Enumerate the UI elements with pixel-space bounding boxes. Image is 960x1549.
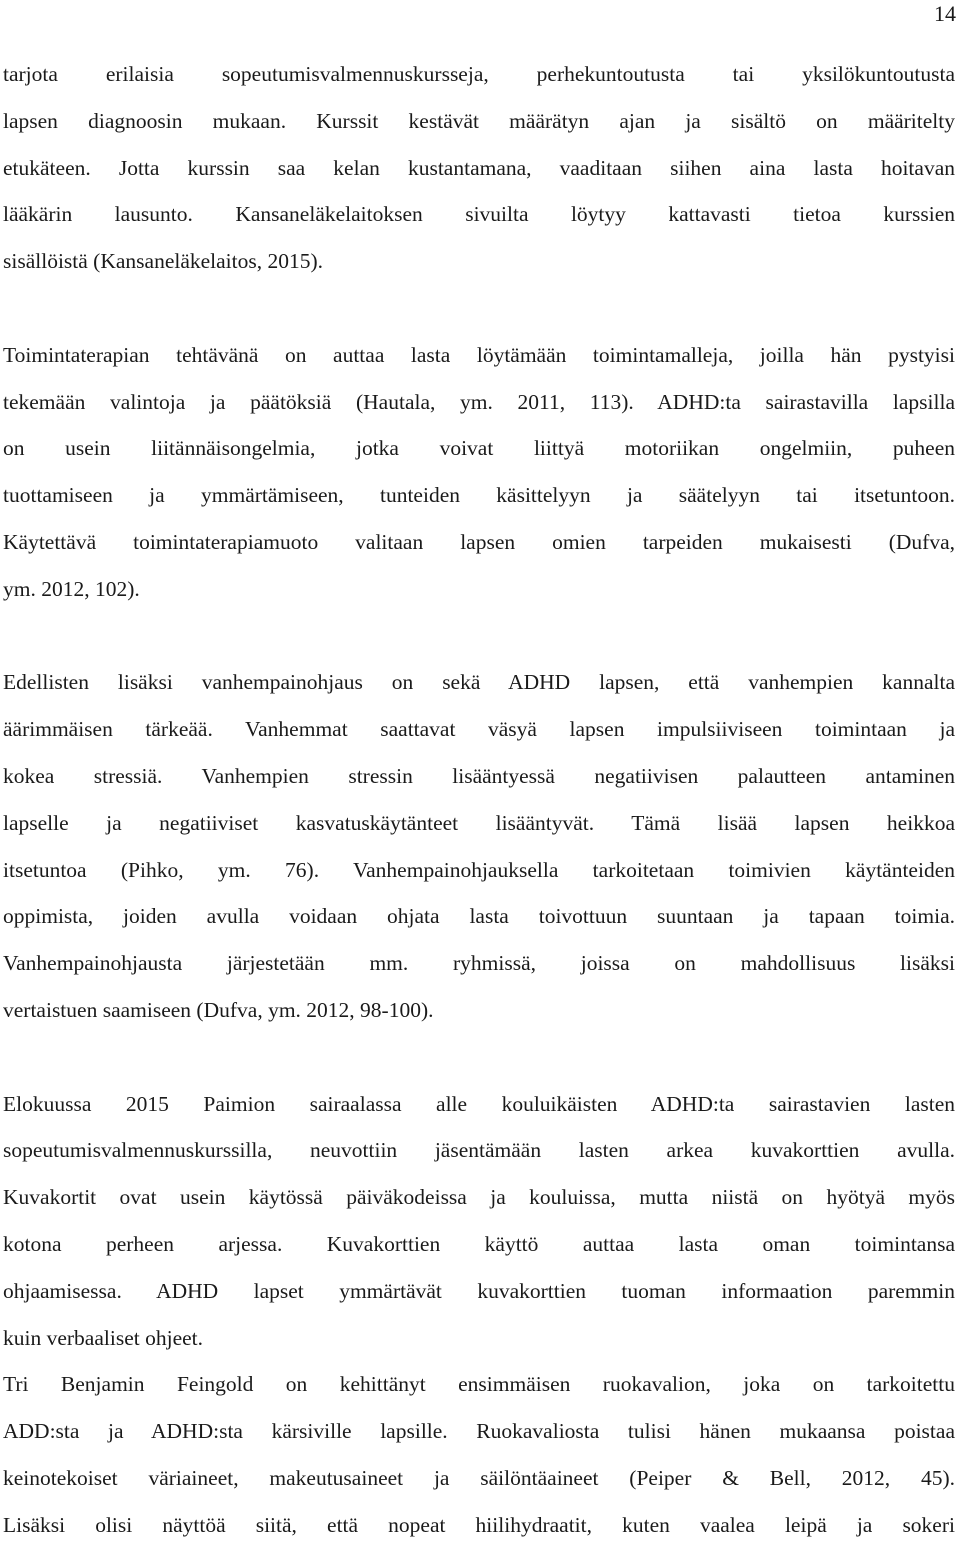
text-line: vertaistuen saamiseen (Dufva, ym. 2012, 98-100). [3, 997, 434, 1022]
text-line: on usein liitännäisongelmia, jotka voivat liittyä motoriikan ongelmiin, puheen [3, 436, 955, 461]
text-line: Toimintaterapian tehtävänä on auttaa lasta löytämään toimintamalleja, joilla hän pystyisi [3, 342, 955, 367]
text-line: sopeutumisvalmennuskurssilla, neuvottiin jäsentämään lasten arkea kuvakorttien avulla. [3, 1138, 955, 1163]
paragraph [3, 332, 955, 613]
text-line: Vanhempainohjausta järjestetään mm. ryhmissä, joissa on mahdollisuus lisäksi [3, 951, 955, 976]
text-line: kotona perheen arjessa. Kuvakorttien käyttö auttaa lasta oman toimintansa [3, 1231, 955, 1256]
paragraph [3, 659, 955, 1033]
text-line: ADD:sta ja ADHD:sta kärsiville lapsille. Ruokavaliosta tulisi hänen mukaansa poistaa [3, 1419, 955, 1444]
paragraph [3, 1361, 955, 1548]
paragraph [3, 51, 955, 285]
text-line: tarjota erilaisia sopeutumisvalmennuskursseja, perhekuntoutusta tai yksilökuntoutusta [3, 62, 955, 86]
text-line: kuin verbaaliset ohjeet. [3, 1325, 203, 1350]
text-line: lääkärin lausunto. Kansaneläkelaitoksen sivuilta löytyy kattavasti tietoa kurssien [3, 202, 955, 227]
text-line: äärimmäisen tärkeää. Vanhemmat saattavat väsyä lapsen impulsiiviseen toimintaan ja [3, 717, 955, 742]
page-number: 14 [934, 1, 956, 26]
text-line: oppimista, joiden avulla voidaan ohjata lasta toivottuun suuntaan ja tapaan toimia. [3, 904, 955, 929]
text-line: Lisäksi olisi näyttöä siitä, että nopeat hiilihydraatit, kuten vaalea leipä ja sokeri [3, 1512, 955, 1537]
paragraph-gap [3, 1034, 955, 1081]
text-line: Kuvakortit ovat usein käytössä päiväkodeissa ja kouluissa, mutta niistä on hyötyä myös [3, 1185, 955, 1210]
text-line: tuottamiseen ja ymmärtämiseen, tunteiden käsittelyyn ja säätelyyn tai itsetuntoon. [3, 483, 955, 508]
text-line: etukäteen. Jotta kurssin saa kelan kustantamana, vaaditaan siihen aina lasta hoitavan [3, 155, 955, 180]
text-line: lapsen diagnoosin mukaan. Kurssit kestävät määrätyn ajan ja sisältö on määritelty [3, 108, 955, 133]
document-body [3, 51, 955, 1549]
text-line: kokea stressiä. Vanhempien stressin lisääntyessä negatiivisen palautteen antaminen [3, 763, 955, 788]
paragraph-gap [3, 285, 955, 332]
text-line: keinotekoiset väriaineet, makeutusaineet ja säilöntäaineet (Peiper & Bell, 2012, 45). [3, 1465, 955, 1490]
text-line: ym. 2012, 102). [3, 576, 140, 601]
text-line: itsetuntoa (Pihko, ym. 76). Vanhempainohjauksella tarkoitetaan toimivien käytänteiden [3, 857, 955, 882]
text-line: Käytettävä toimintaterapiamuoto valitaan lapsen omien tarpeiden mukaisesti (Dufva, [3, 529, 955, 554]
text-line: Elokuussa 2015 Paimion sairaalassa alle kouluikäisten ADHD:ta sairastavien lasten [3, 1091, 955, 1116]
paragraph-gap [3, 613, 955, 660]
text-line: Edellisten lisäksi vanhempainohjaus on sekä ADHD lapsen, että vanhempien kannalta [3, 670, 955, 695]
text-line: tekemään valintoja ja päätöksiä (Hautala, ym. 2011, 113). ADHD:ta sairastavilla lapsilla [3, 389, 955, 414]
text-line: Tri Benjamin Feingold on kehittänyt ensimmäisen ruokavalion, joka on tarkoitettu [3, 1372, 955, 1397]
paragraph [3, 1081, 955, 1362]
text-line: sisällöistä (Kansaneläkelaitos, 2015). [3, 249, 324, 274]
text-line: ohjaamisessa. ADHD lapset ymmärtävät kuvakorttien tuoman informaation paremmin [3, 1278, 955, 1303]
text-line: lapselle ja negatiiviset kasvatuskäytänteet lisääntyvät. Tämä lisää lapsen heikkoa [3, 810, 955, 835]
